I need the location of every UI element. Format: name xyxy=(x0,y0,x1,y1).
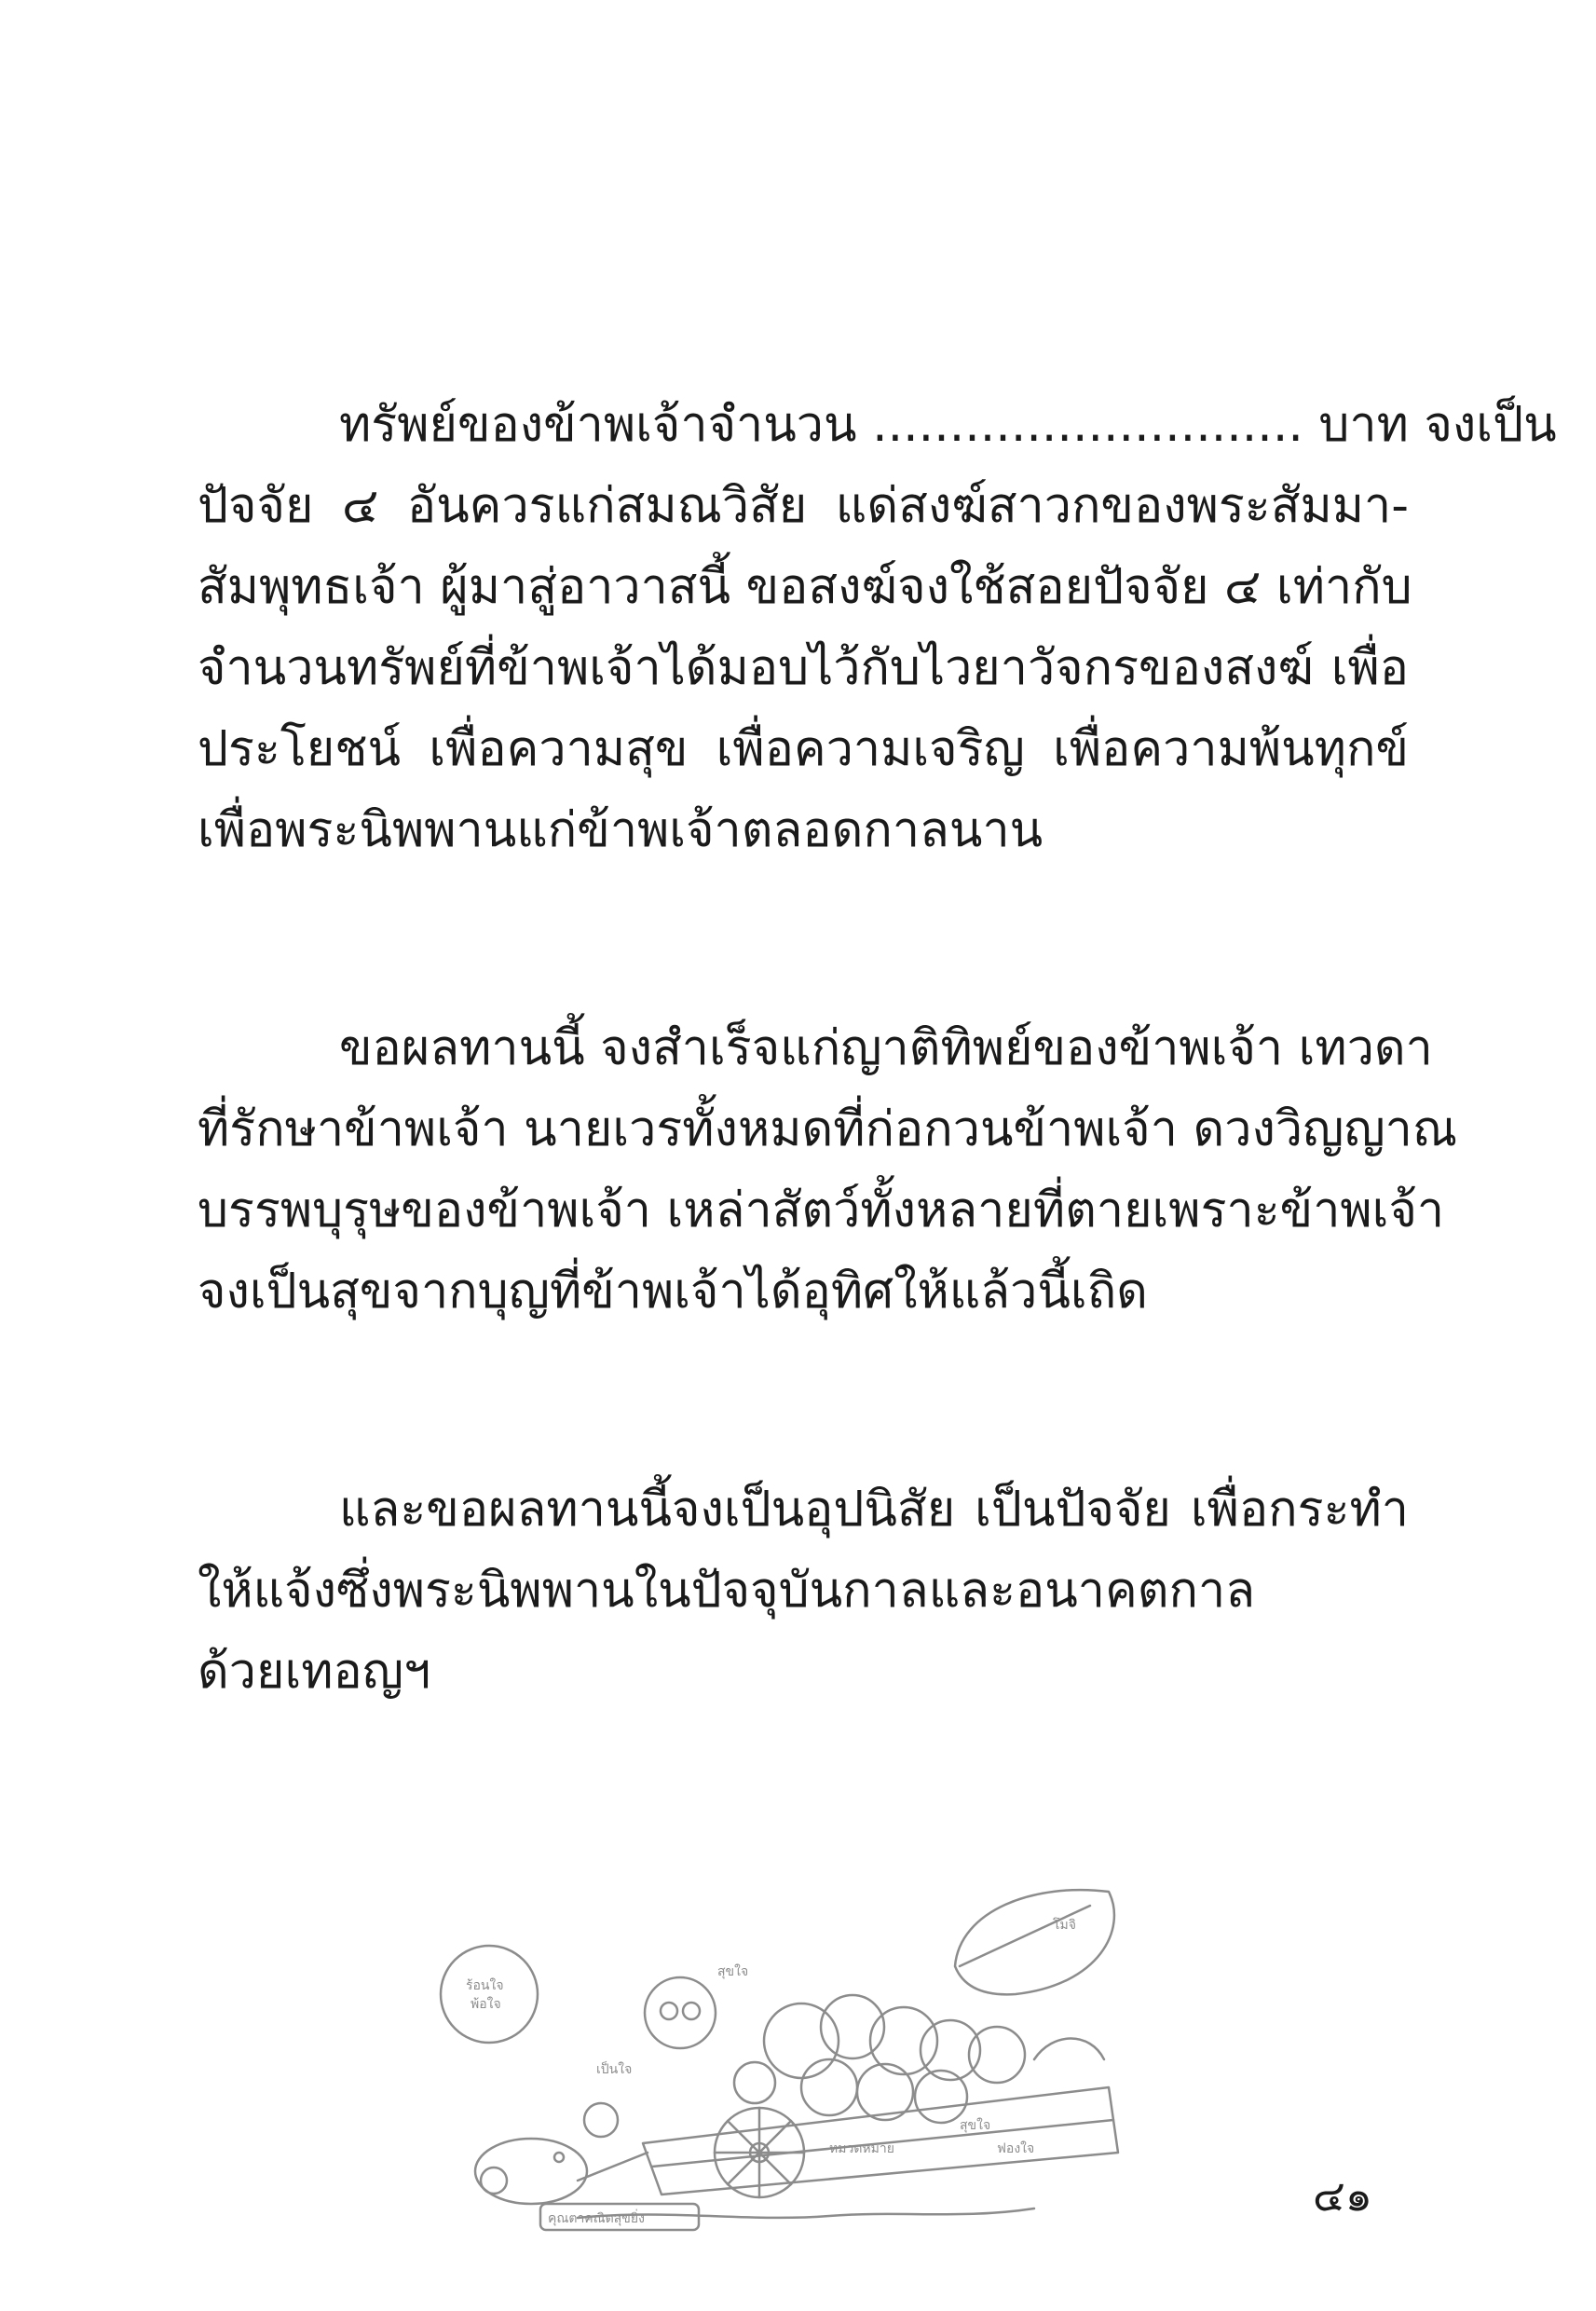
paragraph-3-line-1: และขอผลทานนี้จงเป็นอุปนิสัย เป็นปัจจัย เพื่อกระทำ xyxy=(339,1482,1409,1538)
paragraph-2-line-3: บรรพบุรุษของข้าพเจ้า เหล่าสัตว์ทั้งหลายที่ตายเพราะข้าพเจ้า xyxy=(198,1183,1445,1238)
paragraph-2-line-2: ที่รักษาข้าพเจ้า นายเวรทั้งหมดที่ก่อกวนข้าพเจ้า ดวงวิญญาณ xyxy=(198,1101,1458,1157)
paragraph-1-line-3: สัมพุทธเจ้า ผู้มาสู่อาวาสนี้ ขอสงฆ์จงใช้สอยปัจจัย ๔ เท่ากับ xyxy=(198,559,1412,615)
paragraph-1-line-5: ประโยชน์ เพื่อความสุข เพื่อความเจริญ เพื่อความพ้นทุกข์ xyxy=(198,721,1409,777)
paragraph-2-line-4: จงเป็นสุขจากบุญที่ข้าพเจ้าได้อุทิศให้แล้วนี้เถิด xyxy=(198,1264,1148,1320)
paragraph-1-line-6: เพื่อพระนิพพานแก่ข้าพเจ้าตลอดกาลนาน xyxy=(198,802,1044,858)
illustration-label-1: ร้อนใจ xyxy=(466,1978,504,1993)
paragraph-2-line-1: ขอผลทานนี้ จงสำเร็จแก่ญาติทิพย์ของข้าพเจ้า เทวดา xyxy=(339,1020,1433,1076)
smiling-face-icon xyxy=(645,1977,716,2048)
illustration-label-5: หมวดหมาย xyxy=(829,2141,894,2156)
paragraph-1-line-2: ปัจจัย ๔ อันควรแก่สมณวิสัย แด่สงฆ์สาวกของพระสัมมา- xyxy=(198,478,1409,534)
illustration-label-0: โมจิ xyxy=(1053,1918,1076,1933)
illustration-label-6: ฟองใจ xyxy=(997,2141,1035,2156)
illustration-label-8: สุขใจ xyxy=(717,1964,749,1979)
illustration-label-2: พ้อใจ xyxy=(471,1997,501,2012)
illustration-label-3: เป็นใจ xyxy=(596,2062,633,2077)
cartoon-cart-illustration xyxy=(438,1873,1183,2236)
page-number: ๔๑ xyxy=(1312,2170,1372,2221)
paragraph-3-line-2: ให้แจ้งซึ่งพระนิพพานในปัจจุบันกาลและอนาคตกาล xyxy=(198,1563,1256,1619)
illustration-label-4: สุขใจ xyxy=(960,2118,991,2133)
paragraph-1-line-1: ทรัพย์ของข้าพเจ้าจำนวน ............................ บาท จงเป็น xyxy=(339,397,1557,453)
paragraph-1-line-4: จำนวนทรัพย์ที่ข้าพเจ้าได้มอบไว้กับไวยาวัจกรของสงฆ์ เพื่อ xyxy=(198,640,1409,696)
illustration-label-7: คุณตาคณิตสุขยิ่ง xyxy=(548,2211,645,2226)
paragraph-3-line-3: ด้วยเทอญฯ xyxy=(198,1644,431,1700)
speech-bubble-icon xyxy=(441,1946,538,2043)
